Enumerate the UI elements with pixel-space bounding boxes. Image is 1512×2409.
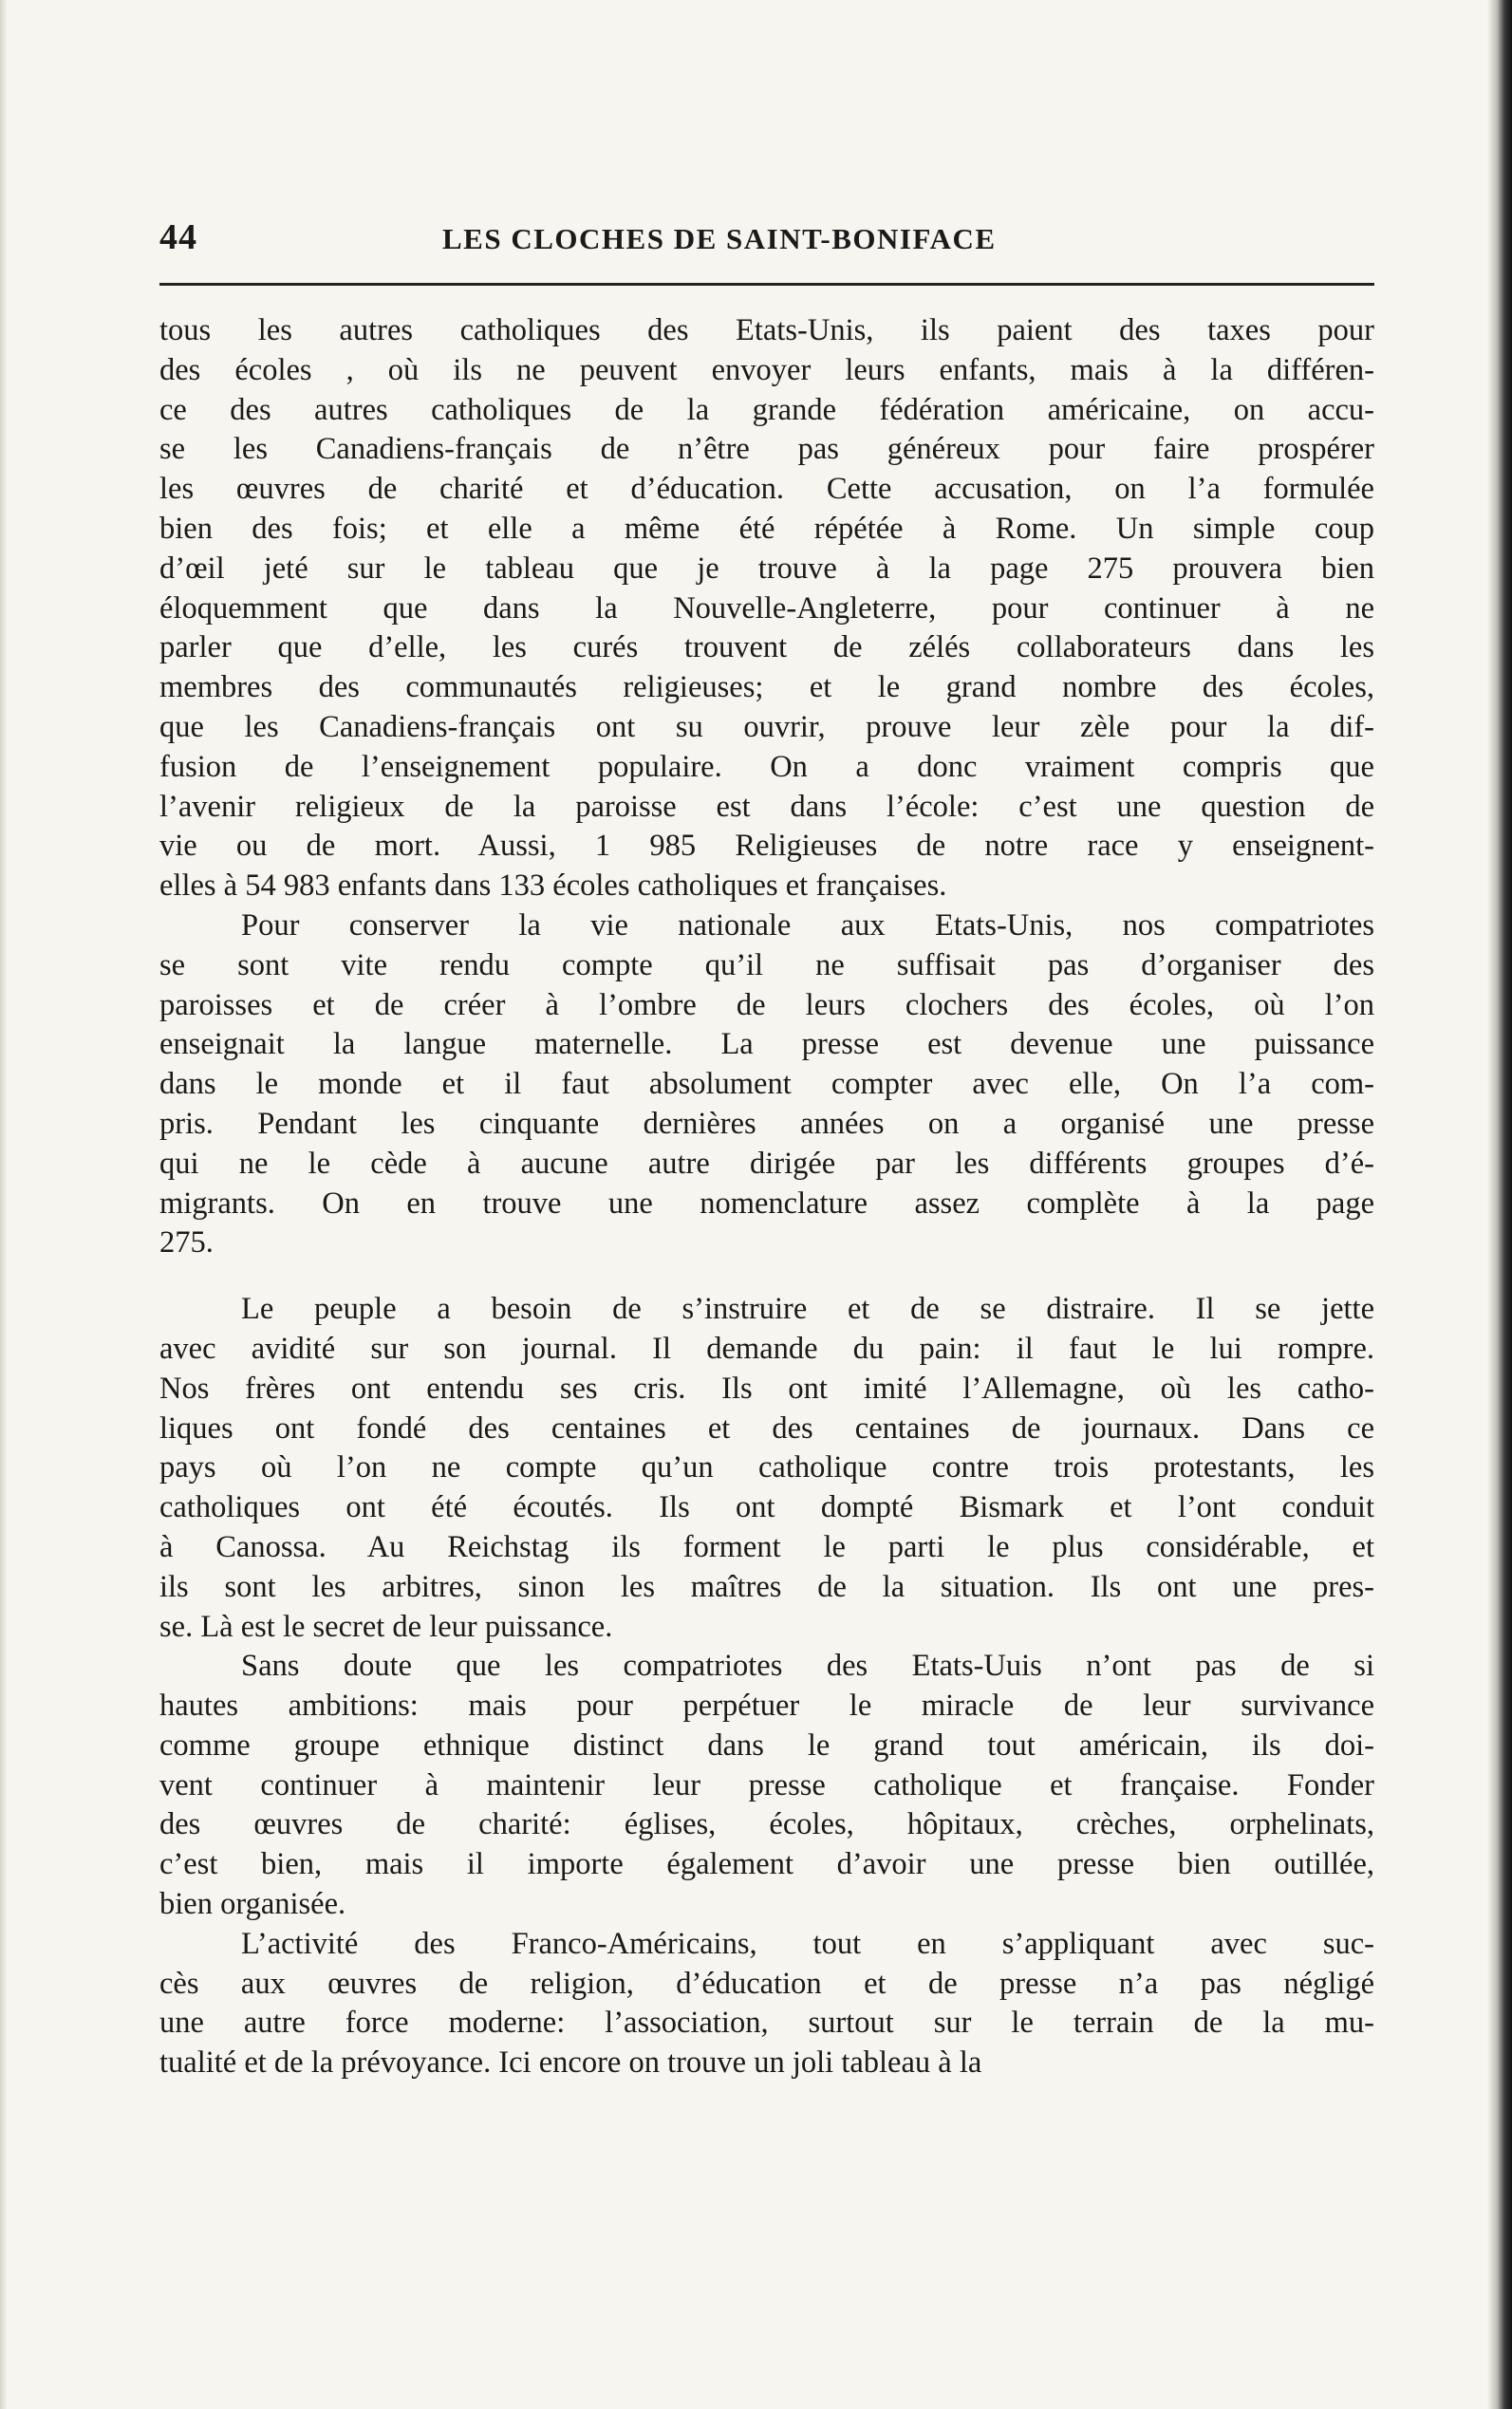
text-line: Le peuple a besoin de s’instruire et de se distraire. Il se jette [241, 1292, 1374, 1327]
text-line: bien organisée. [159, 1887, 346, 1922]
text-line: dans le monde et il faut absolument compter avec elle, On l’a com- [159, 1067, 1374, 1102]
text-line: l’avenir religieux de la paroisse est dans l’école: c’est une question de [159, 789, 1374, 824]
text-line: paroisses et de créer à l’ombre de leurs clochers des écoles, où l’on [159, 987, 1374, 1022]
paragraph [159, 1290, 1374, 1647]
text-line: qui ne le cède à aucune autre dirigée par les différents groupes d’é- [159, 1146, 1374, 1181]
text-line: avec avidité sur son journal. Il demande du pain: il faut le lui rompre. [159, 1331, 1374, 1366]
page-number: 44 [159, 217, 197, 257]
text-line: vent continuer à maintenir leur presse catholique et française. Fonder [159, 1767, 1374, 1802]
text-line: Pour conserver la vie nationale aux Etats-Unis, nos compatriotes [241, 907, 1374, 943]
text-line: 275. [159, 1225, 214, 1261]
text-line: se sont vite rendu compte qu’il ne suffisait pas d’organiser des [159, 947, 1374, 982]
text-line: tous les autres catholiques des Etats-Unis, ils paient des taxes pour [159, 313, 1374, 347]
text-line: bien des fois; et elle a même été répétée à Rome. Un simple coup [159, 511, 1374, 546]
paragraph [159, 311, 1374, 906]
text-line: une autre force moderne: l’association, surtout sur le terrain de la mu- [159, 2006, 1374, 2041]
text-line: Nos frères ont entendu ses cris. Ils ont imité l’Allemagne, où les catho- [159, 1371, 1374, 1406]
scan-edge-left [0, 0, 8, 2409]
book-page [159, 216, 1374, 2081]
body-text [159, 311, 1374, 2083]
header-rule [159, 283, 1374, 286]
text-line: enseignait la langue maternelle. La presse est devenue une puissance [159, 1027, 1374, 1062]
text-line: fusion de l’enseignement populaire. On a donc vraiment compris que [159, 749, 1374, 784]
text-line: hautes ambitions: mais pour perpétuer le miracle de leur survivance [159, 1689, 1374, 1724]
text-line: d’œil jeté sur le tableau que je trouve à la page 275 prouvera bien [159, 551, 1374, 586]
text-line: ils sont les arbitres, sinon les maîtres de la situation. Ils ont une pres- [159, 1569, 1374, 1604]
text-line: se. Là est le secret de leur puissance. [159, 1609, 613, 1644]
text-line: cès aux œuvres de religion, d’éducation et de presse n’a pas négligé [159, 1966, 1374, 2001]
text-line: à Canossa. Au Reichstag ils forment le parti le plus considérable, et [159, 1529, 1374, 1564]
text-line: que les Canadiens-français ont su ouvrir, prouve leur zèle pour la dif- [159, 709, 1374, 744]
text-line: membres des communautés religieuses; et le grand nombre des écoles, [159, 670, 1374, 705]
text-line: liques ont fondé des centaines et des centaines de journaux. Dans ce [159, 1410, 1374, 1446]
text-line: ce des autres catholiques de la grande fédération américaine, on accu- [159, 392, 1374, 427]
page-header [159, 216, 1374, 260]
paragraph [159, 1647, 1374, 1925]
text-line: pays où l’on ne compte qu’un catholique contre trois protestants, les [159, 1450, 1374, 1485]
text-line: des écoles , où ils ne peuvent envoyer leurs enfants, mais à la différen- [159, 352, 1374, 387]
text-line: elles à 54 983 enfants dans 133 écoles catholiques et françaises. [159, 868, 947, 904]
text-line: des œuvres de charité: églises, écoles, hôpitaux, crèches, orphelinats, [159, 1807, 1374, 1842]
text-line: comme groupe ethnique distinct dans le grand tout américain, ils doi- [159, 1727, 1374, 1763]
text-line: éloquemment que dans la Nouvelle-Angleterre, pour continuer à ne [159, 590, 1374, 626]
text-line: les œuvres de charité et d’éducation. Cette accusation, on l’a formulée [159, 472, 1374, 507]
paragraph [159, 906, 1374, 1263]
text-line: pris. Pendant les cinquante dernières années on a organisé une presse [159, 1106, 1374, 1141]
text-line: L’activité des Franco-Américains, tout en s’appliquant avec suc- [241, 1926, 1374, 1961]
text-line: c’est bien, mais il importe également d’avoir une presse bien outillée, [159, 1847, 1374, 1882]
running-head: LES CLOCHES DE SAINT-BONIFACE [442, 222, 997, 255]
text-line: vie ou de mort. Aussi, 1 985 Religieuses de notre race y enseignent- [159, 829, 1374, 864]
paragraph-gap [159, 1263, 1374, 1290]
text-line: tualité et de la prévoyance. Ici encore on trouve un joli tableau à la [159, 2045, 982, 2081]
text-line: catholiques ont été écoutés. Ils ont dompté Bismark et l’ont conduit [159, 1490, 1374, 1525]
paragraph [159, 1925, 1374, 2083]
text-line: parler que d’elle, les curés trouvent de zélés collaborateurs dans les [159, 630, 1374, 665]
text-line: se les Canadiens-français de n’être pas généreux pour faire prospérer [159, 432, 1374, 467]
text-line: migrants. On en trouve une nomenclature assez complète à la page [159, 1186, 1374, 1221]
text-line: Sans doute que les compatriotes des Etats-Uuis n’ont pas de si [241, 1649, 1374, 1684]
scan-edge-right [1487, 0, 1512, 2409]
